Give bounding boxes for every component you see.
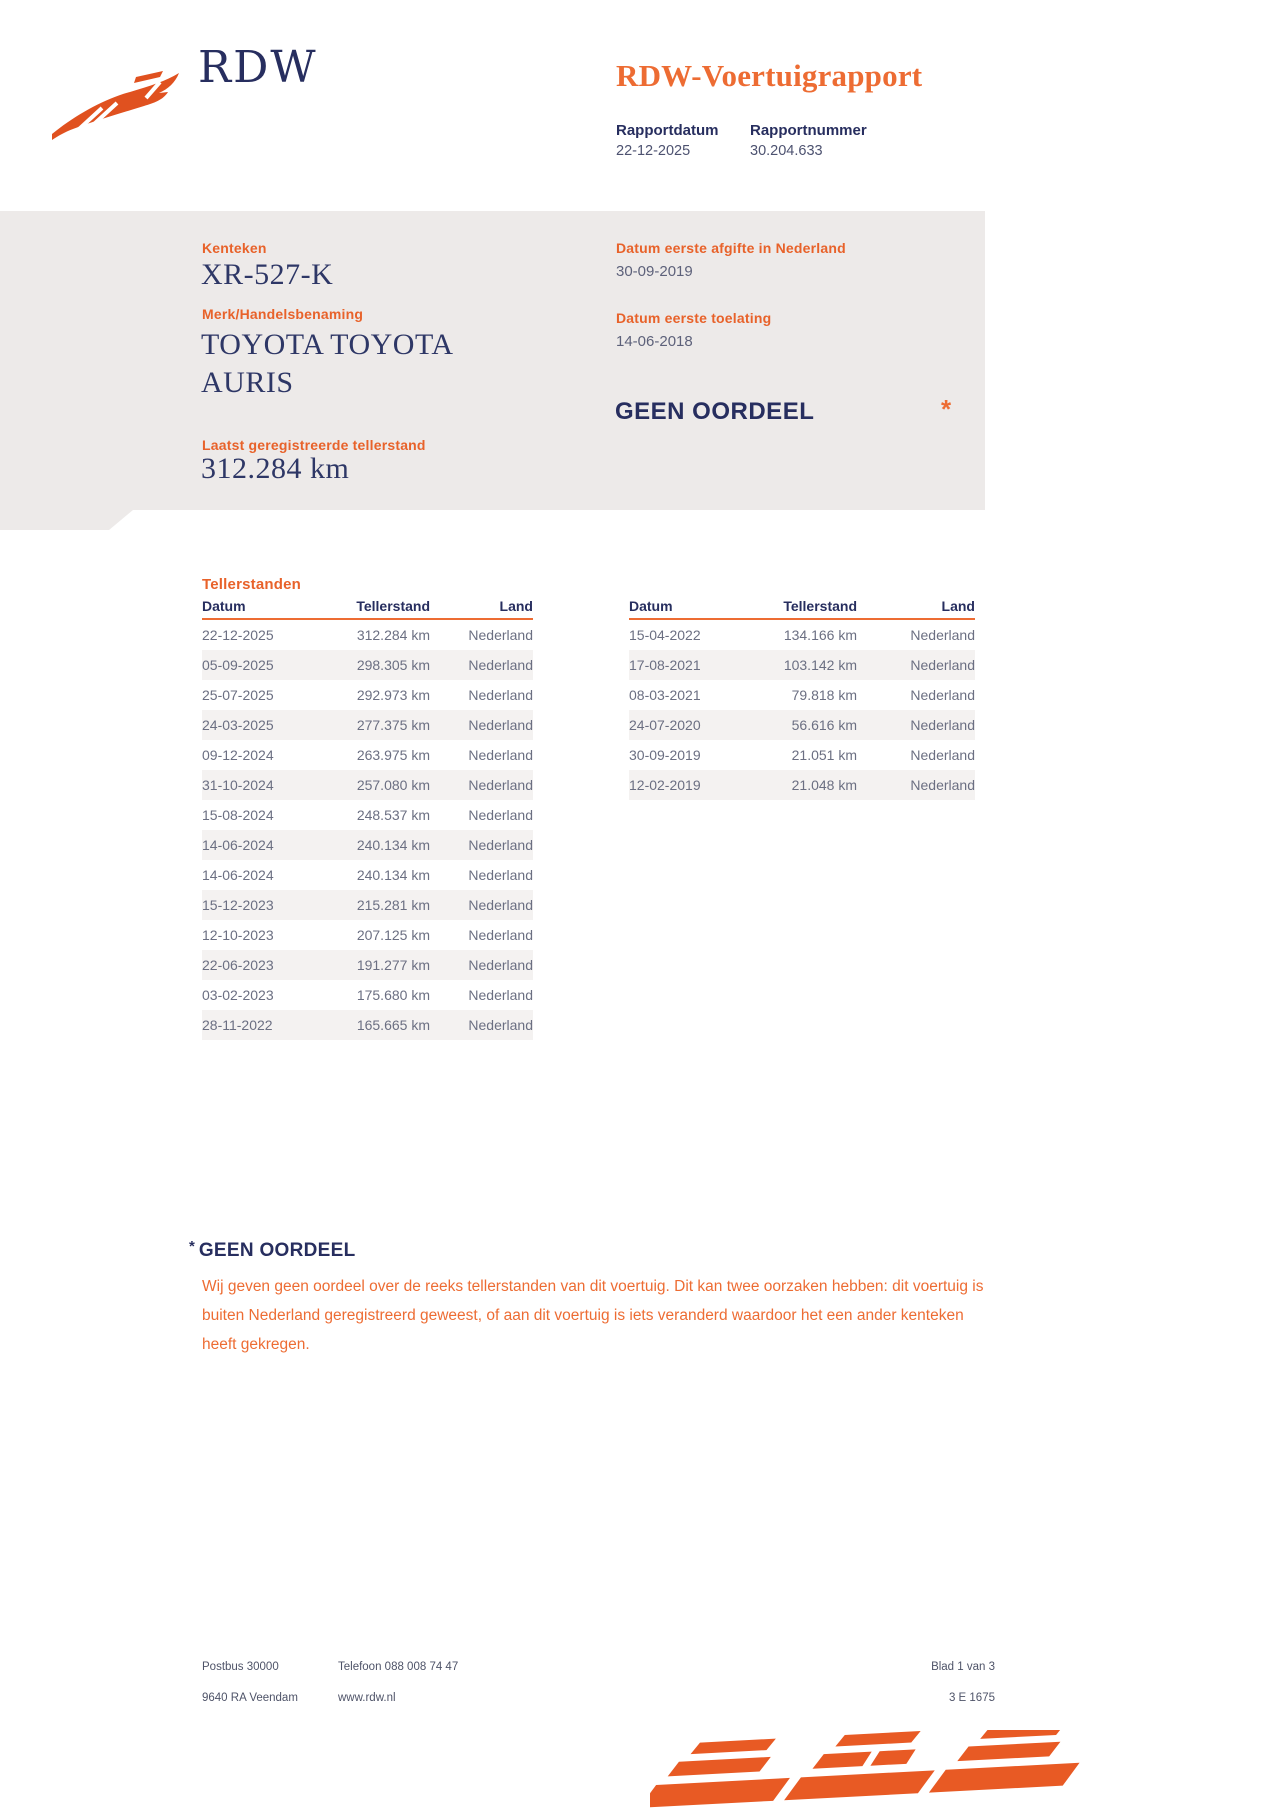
row-date: 31-10-2024 [202,777,274,793]
row-tellerstand: 248.537 km [356,807,430,823]
table-row [202,980,533,1010]
row-land: Nederland [468,837,533,853]
row-date: 24-07-2020 [629,717,701,733]
row-land: Nederland [910,657,975,673]
laatste-tellerstand-label: Laatst geregistreerde tellerstand [202,437,426,453]
row-land: Nederland [910,777,975,793]
table-row [629,740,975,770]
tellerstanden-table-left [202,598,533,1040]
table-row [202,920,533,950]
eerste-afgifte-value: 30-09-2019 [616,263,693,280]
rdw-logo-wordmark: RDW [198,42,318,93]
laatste-tellerstand-value: 312.284 km [201,452,350,485]
table-row [202,710,533,740]
row-tellerstand: 277.375 km [356,717,430,733]
table-header [629,598,975,620]
row-date: 09-12-2024 [202,747,274,763]
report-number-value: 30.204.633 [750,143,823,159]
eerste-toelating-label: Datum eerste toelating [616,310,772,326]
table-row [202,890,533,920]
footnote-asterisk: * [189,1238,195,1255]
row-date: 12-02-2019 [629,777,701,793]
row-date: 28-11-2022 [202,1017,273,1033]
row-date: 03-02-2023 [202,987,274,1003]
report-date-label: Rapportdatum [616,122,719,139]
row-date: 15-12-2023 [202,897,274,913]
row-tellerstand: 312.284 km [356,627,430,643]
tellerstanden-table-right [629,598,975,800]
footnote-text: Wij geven geen oordeel over de reeks tellerstanden van dit voertuig. Dit kan twee oorzaken hebben: dit voertuig is buiten Nederland geregistreerd geweest, of aan dit voertuig is iets veranderd waardoor het een ander kenteken heeft gekregen. [202,1278,984,1353]
table-row [202,620,533,650]
column-header-datum: Datum [202,598,246,614]
table-row [202,650,533,680]
row-land: Nederland [910,627,975,643]
row-tellerstand: 175.680 km [356,987,430,1003]
table-row [202,680,533,710]
footnote-heading [189,1240,356,1262]
table-row [629,710,975,740]
row-date: 15-08-2024 [202,807,274,823]
row-land: Nederland [468,987,533,1003]
row-land: Nederland [468,807,533,823]
footer-page-number: Blad 1 van 3 [931,1661,995,1673]
row-tellerstand: 134.166 km [783,627,857,643]
row-land: Nederland [468,867,533,883]
row-tellerstand: 21.048 km [791,777,857,793]
row-date: 14-06-2024 [202,837,274,853]
footer-phone: Telefoon 088 008 74 47 [338,1661,459,1673]
table-row [202,740,533,770]
row-date: 25-07-2025 [202,687,274,703]
footnote-title: GEEN OORDEEL [198,1240,356,1261]
table-row [629,650,975,680]
row-tellerstand: 191.277 km [356,957,430,973]
kenteken-label: Kenteken [202,240,267,256]
row-tellerstand: 298.305 km [356,657,430,673]
table-row [202,830,533,860]
row-tellerstand: 21.051 km [791,747,857,763]
report-number-label: Rapportnummer [750,122,867,139]
eerste-toelating-value: 14-06-2018 [616,333,693,350]
table-row [202,950,533,980]
footer-address-line1: Postbus 30000 [202,1661,279,1673]
row-tellerstand: 165.665 km [356,1017,430,1033]
row-date: 17-08-2021 [629,657,701,673]
column-header-tellerstand: Tellerstand [356,598,430,614]
row-land: Nederland [468,1017,533,1033]
row-tellerstand: 103.142 km [783,657,857,673]
row-tellerstand: 257.080 km [356,777,430,793]
row-land: Nederland [468,627,533,643]
row-land: Nederland [468,777,533,793]
tellerstanden-heading: Tellerstanden [202,576,302,593]
row-tellerstand: 240.134 km [356,867,430,883]
table-row [202,1010,533,1040]
row-date: 24-03-2025 [202,717,274,733]
row-land: Nederland [468,897,533,913]
row-land: Nederland [468,687,533,703]
row-tellerstand: 292.973 km [356,687,430,703]
footer-website-link[interactable]: www.rdw.nl [338,1692,396,1704]
row-land: Nederland [910,687,975,703]
oordeel-asterisk: * [941,394,952,424]
table-row [202,770,533,800]
column-header-land: Land [941,598,975,614]
footer-form-code: 3 E 1675 [948,1692,995,1704]
report-date-value: 22-12-2025 [616,143,691,159]
footer-address-line2: 9640 RA Veendam [202,1692,298,1704]
row-date: 05-09-2025 [202,657,274,673]
row-land: Nederland [468,747,533,763]
row-date: 30-09-2019 [629,747,701,763]
table-row [629,770,975,800]
row-date: 15-04-2022 [629,627,701,643]
row-date: 14-06-2024 [202,867,274,883]
row-tellerstand: 240.134 km [356,837,430,853]
kenteken-value: XR-527-K [201,258,334,291]
row-date: 12-10-2023 [202,927,274,943]
page-title: RDW-Voertuigrapport [616,58,923,93]
row-land: Nederland [910,717,975,733]
eerste-afgifte-label: Datum eerste afgifte in Nederland [616,240,846,256]
column-header-tellerstand: Tellerstand [783,598,857,614]
row-land: Nederland [910,747,975,763]
row-tellerstand: 207.125 km [356,927,430,943]
table-row [629,620,975,650]
row-land: Nederland [468,657,533,673]
row-land: Nederland [468,957,533,973]
table-header [202,598,533,620]
row-date: 22-12-2025 [202,627,274,643]
row-date: 22-06-2023 [202,957,274,973]
merk-label: Merk/Handelsbenaming [202,306,364,322]
row-land: Nederland [468,927,533,943]
rdw-feather-logo-icon [50,68,182,142]
row-tellerstand: 215.281 km [356,897,430,913]
row-tellerstand: 56.616 km [791,717,857,733]
column-header-land: Land [499,598,533,614]
footer-decorative-stripes-graphic [650,1730,1080,1810]
column-header-datum: Datum [629,598,673,614]
row-land: Nederland [468,717,533,733]
table-row [202,800,533,830]
table-row [202,860,533,890]
vehicle-panel-corner-tab [0,510,133,530]
row-tellerstand: 263.975 km [356,747,430,763]
oordeel-value: GEEN OORDEEL [615,398,815,425]
row-tellerstand: 79.818 km [791,687,857,703]
table-row [629,680,975,710]
row-date: 08-03-2021 [629,687,701,703]
merk-value: TOYOTA TOYOTA AURIS [201,328,452,399]
